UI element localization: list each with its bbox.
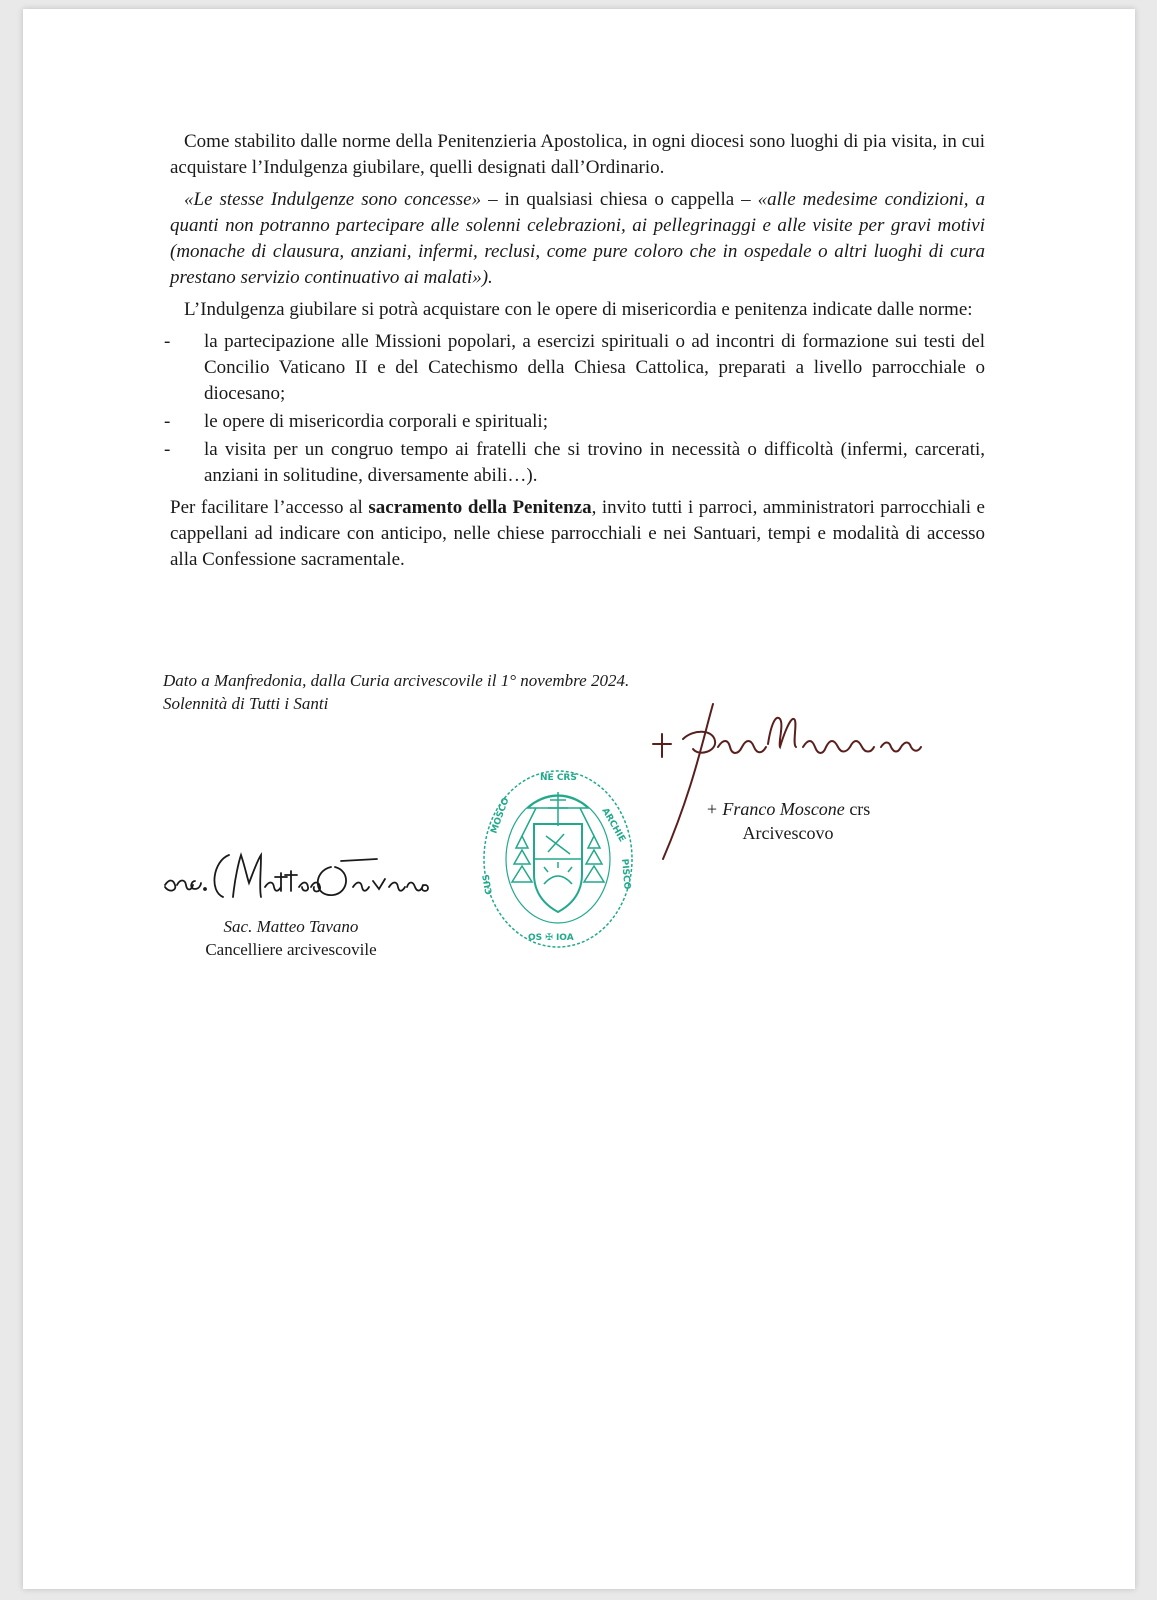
quote-end: «alle medesime condizioni, a quanti non potranno partecipare alle solenni celebrazioni, ai pellegrinaggi e alle visite per gravi motivi (monache di clausura, anziani, infermi, reclusi, come pure coloro che in ospedale o altri luoghi di cura prestano servizio continuativo ai malati»). [170, 189, 985, 288]
bishop-name [678, 797, 898, 821]
list-item-text: la partecipazione alle Missioni popolari, a esercizi spirituali o ad incontri di formazione sui testi del Concilio Vaticano II e del Catechismo della Chiesa Cattolica, preparati a livello parrocchiale o diocesano; [204, 331, 985, 404]
paragraph-penance [170, 495, 985, 573]
bishop-title: Arcivescovo [742, 823, 834, 843]
quote-start: «Le stesse Indulgenze sono concesse» [184, 189, 482, 210]
penance-pre: Per facilitare l’accesso al [170, 497, 369, 518]
penance-bold: sacramento della Penitenza [368, 497, 592, 518]
bishop-block [678, 797, 898, 845]
list-item [164, 437, 985, 489]
chancellor-signature [163, 847, 433, 909]
paragraph-places: Come stabilito dalle norme della Penitenzieria Apostolica, in ogni diocesi sono luoghi di pia visita, in cui acquistare l’Indulgenza giubilare, quelli designati dall’Ordinario. [170, 131, 985, 178]
paragraph-indulgence: L’Indulgenza giubilare si potrà acquistare con le opere di misericordia e penitenza indicate dalle norme: [184, 299, 973, 320]
dating-line: Dato a Manfredonia, dalla Curia arcivescovile il 1° novembre 2024. [163, 671, 630, 690]
chancellor-name: Sac. Matteo Tavano [223, 917, 359, 936]
chancellor-title: Cancelliere arcivescovile [205, 940, 377, 959]
list-dash: - [164, 439, 171, 460]
document-page [23, 9, 1135, 1589]
list-item [164, 329, 985, 407]
quote-middle: – in qualsiasi chiesa o cappella – [481, 189, 758, 210]
chancellor-block [181, 915, 401, 961]
list-item-text: le opere di misericordia corporali e spirituali; [204, 411, 548, 432]
svg-text:NE CRS: NE CRS [540, 773, 577, 783]
solemnity-line: Solennità di Tutti i Santi [163, 694, 329, 713]
dating-block [163, 669, 629, 715]
svg-text:OS ✠ IOA: OS ✠ IOA [528, 933, 574, 943]
bishop-suffix: crs [844, 799, 871, 819]
svg-text:MOSCO: MOSCO [489, 796, 512, 836]
letter-body [164, 129, 985, 579]
penance-post: , invito tutti i parroci, amministratori parrocchiali e cappellani ad indicare con anticipo, nelle chiese parrocchiali e nei Santuari, tempi e modalità di accesso alla Confessione sacramentale. [170, 497, 985, 570]
list-dash: - [164, 331, 171, 352]
works-list [164, 329, 985, 489]
list-dash: - [164, 411, 171, 432]
list-item [164, 409, 985, 435]
paragraph-quote [170, 187, 985, 291]
episcopal-seal [478, 764, 638, 954]
svg-text:ARCHIE: ARCHIE [599, 806, 627, 845]
svg-text:PISCO: PISCO [619, 858, 632, 890]
svg-text:CUS: CUS [481, 873, 495, 896]
bishop-name-text: + Franco Moscone [705, 799, 845, 819]
list-item-text: la visita per un congruo tempo ai fratelli che si trovino in necessità o difficoltà (infermi, carcerati, anziani in solitudine, diversamente abili…). [204, 439, 985, 486]
